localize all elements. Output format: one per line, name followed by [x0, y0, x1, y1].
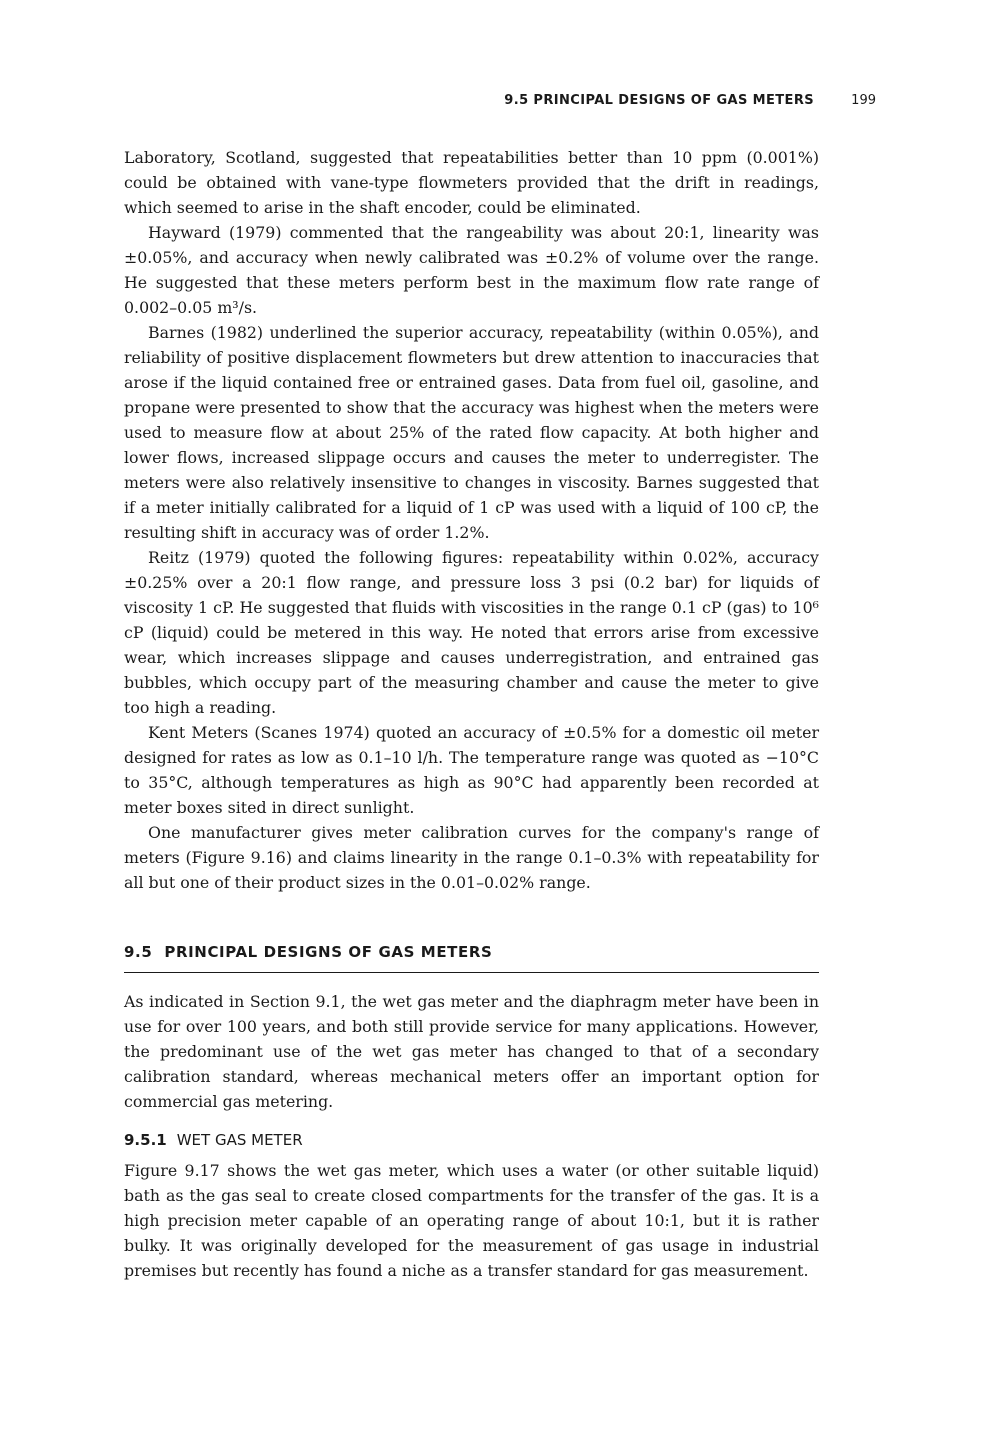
paragraph-wet-gas-meter: Figure 9.17 shows the wet gas meter, which uses a water (or other suitable liquid) bath as the gas seal to create closed compartments for the transfer of the gas. It is a high precision meter capable of an operating range of about 10:1, but it is rather bulky. It was originally developed for the measurement of gas usage in industrial premises but recently has found a niche as a transfer standard for gas measurement. — [124, 1161, 819, 1280]
subsection-number: 9.5.1 — [124, 1131, 167, 1149]
paragraph-manufacturer: One manufacturer gives meter calibration curves for the company's range of meters (Figure 9.16) and claims linearity in the range 0.1–0.3% with repeatability for all but one of their product sizes in the 0.01–0.02% range. — [124, 823, 819, 892]
paragraph-barnes: Barnes (1982) underlined the superior accuracy, repeatability (within 0.05%), and reliability of positive displacement flowmeters but drew attention to inaccuracies that arose if the liquid contained free or entrained gases. Data from fuel oil, gasoline, and propane were presented to show that the accuracy was highest when the meters were used to measure flow at about 25% of the rated flow capacity. At both higher and lower flows, increased slippage occurs and causes the meter to underregister. The meters were also relatively insensitive to changes in viscosity. Barnes suggested that if a meter initially calibrated for a liquid of 1 cP was used with a liquid of 100 cP, the resulting shift in accuracy was of order 1.2%. — [124, 323, 819, 542]
paragraph-reitz: Reitz (1979) quoted the following figures: repeatability within 0.02%, accuracy ±0.25% over a 20:1 flow range, and pressure loss 3 psi (0.2 bar) for liquids of viscosity 1 cP. He suggested that fluids with viscosities in the range 0.1 cP (gas) to 10⁶ cP (liquid) could be metered in this way. He noted that errors arise from excessive wear, which increases slippage and causes underregistration, and entrained gas bubbles, which occupy part of the measuring chamber and cause the meter to give too high a reading. — [124, 548, 819, 717]
paragraph-hayward: Hayward (1979) commented that the rangeability was about 20:1, linearity was ±0.05%, and accuracy when newly calibrated was ±0.2% of volume over the range. He suggested that these meters perform best in the maximum flow rate range of 0.002–0.05 m³/s. — [124, 223, 819, 317]
running-header — [124, 93, 876, 115]
paragraph-laboratory: Laboratory, Scotland, suggested that repeatabilities better than 10 ppm (0.001%) could be obtained with vane-type flowmeters provided that the drift in readings, which seemed to arise in the shaft encoder, could be eliminated. — [124, 148, 819, 217]
page-body — [124, 145, 819, 1283]
paragraph-section-intro: As indicated in Section 9.1, the wet gas meter and the diaphragm meter have been in use for over 100 years, and both still provide service for many applications. However, the predominant use of the wet gas meter has changed to that of a secondary calibration standard, whereas mechanical meters offer an important option for commercial gas metering. — [124, 992, 819, 1111]
section-heading — [124, 942, 819, 973]
paragraph-kent-meters: Kent Meters (Scanes 1974) quoted an accuracy of ±0.5% for a domestic oil meter designed for rates as low as 0.1–10 l/h. The temperature range was quoted as −10°C to 35°C, although temperatures as high as 90°C had apparently been recorded at meter boxes sited in direct sunlight. — [124, 723, 819, 817]
section-number: 9.5 — [124, 943, 153, 961]
subsection-heading — [124, 1130, 819, 1150]
subsection-title: WET GAS METER — [176, 1131, 303, 1149]
page-number: 199 — [851, 93, 876, 108]
running-title: 9.5 PRINCIPAL DESIGNS OF GAS METERS — [504, 93, 814, 108]
section-title: PRINCIPAL DESIGNS OF GAS METERS — [164, 943, 493, 961]
